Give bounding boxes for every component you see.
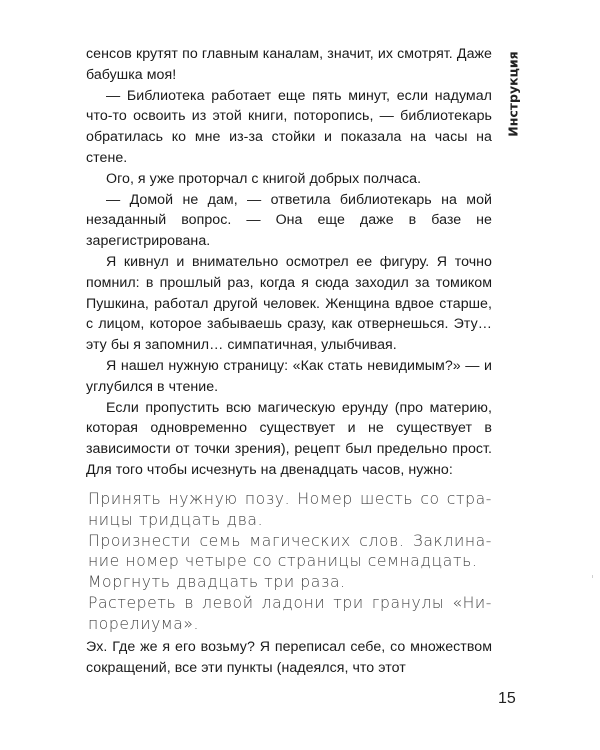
instruction-line: порелиума». <box>88 614 200 633</box>
paragraph: Я нашел нужную страницу: «Как стать невидимым?» — и углубился в чтение. <box>86 357 492 395</box>
page-number: 15 <box>498 690 516 707</box>
paragraph: Я кивнул и внимательно осмотрел ее фигуру. Я точно помнил: в прошлый раз, когда я сюда заходил за томиком Пушкина, работал другой человек. Женщина вдвое старше, с лицом, которое забываешь сразу, как отвернешься. Эту… эту бы я запомнил… симпатичная, улыбчивая. <box>86 253 492 354</box>
chapter-side-label <box>503 44 523 144</box>
paragraph: сенсов крутят по главным каналам, значит, их смотрят. Даже бабушка моя! <box>86 46 492 83</box>
body-text <box>86 44 492 481</box>
paragraph: Эх. Где же я его возьму? Я переписал себе, со множеством сокращений, все эти пункты (надеялся, что этот <box>86 639 492 676</box>
instruction-list <box>88 489 492 635</box>
instruction-line: Растереть в левой ладони три гранулы «Ни- <box>88 593 492 612</box>
instruction-line: Моргнуть двадцать три раза. <box>88 573 346 592</box>
instruction-line: Принять нужную позу. Номер шесть со стра- <box>88 490 492 508</box>
margin-mark <box>592 575 593 578</box>
paragraph: Если пропустить всю магическую ерунду (про материю, которая одновременно существует и не существует в зависимости от точки зрения), рецепт был предельно прост. Для того чтобы исчезнуть на двенадцать часов, нужно: <box>86 399 492 478</box>
chapter-side-label-text: Инструкция <box>505 51 521 137</box>
instruction-line: ние номер четыре со страницы семнадцать. <box>88 552 478 571</box>
paragraph: Ого, я уже проторчал с книгой добрых полчаса. <box>106 170 422 187</box>
closing-text <box>86 637 492 679</box>
paragraph: — Домой не дам, — ответила библиотекарь на мой незаданный вопрос. — Она еще даже в базе не зарегистрирована. <box>86 191 492 250</box>
instruction-line: Произнести семь магических слов. Заклина- <box>88 531 492 550</box>
instruction-line: ницы тридцать два. <box>88 510 264 529</box>
paragraph: — Библиотека работает еще пять минут, если надумал что-то освоить из этой книги, поторопись, — библиотекарь обратилась ко мне из-за стойки и показала на часы на стене. <box>86 87 492 166</box>
